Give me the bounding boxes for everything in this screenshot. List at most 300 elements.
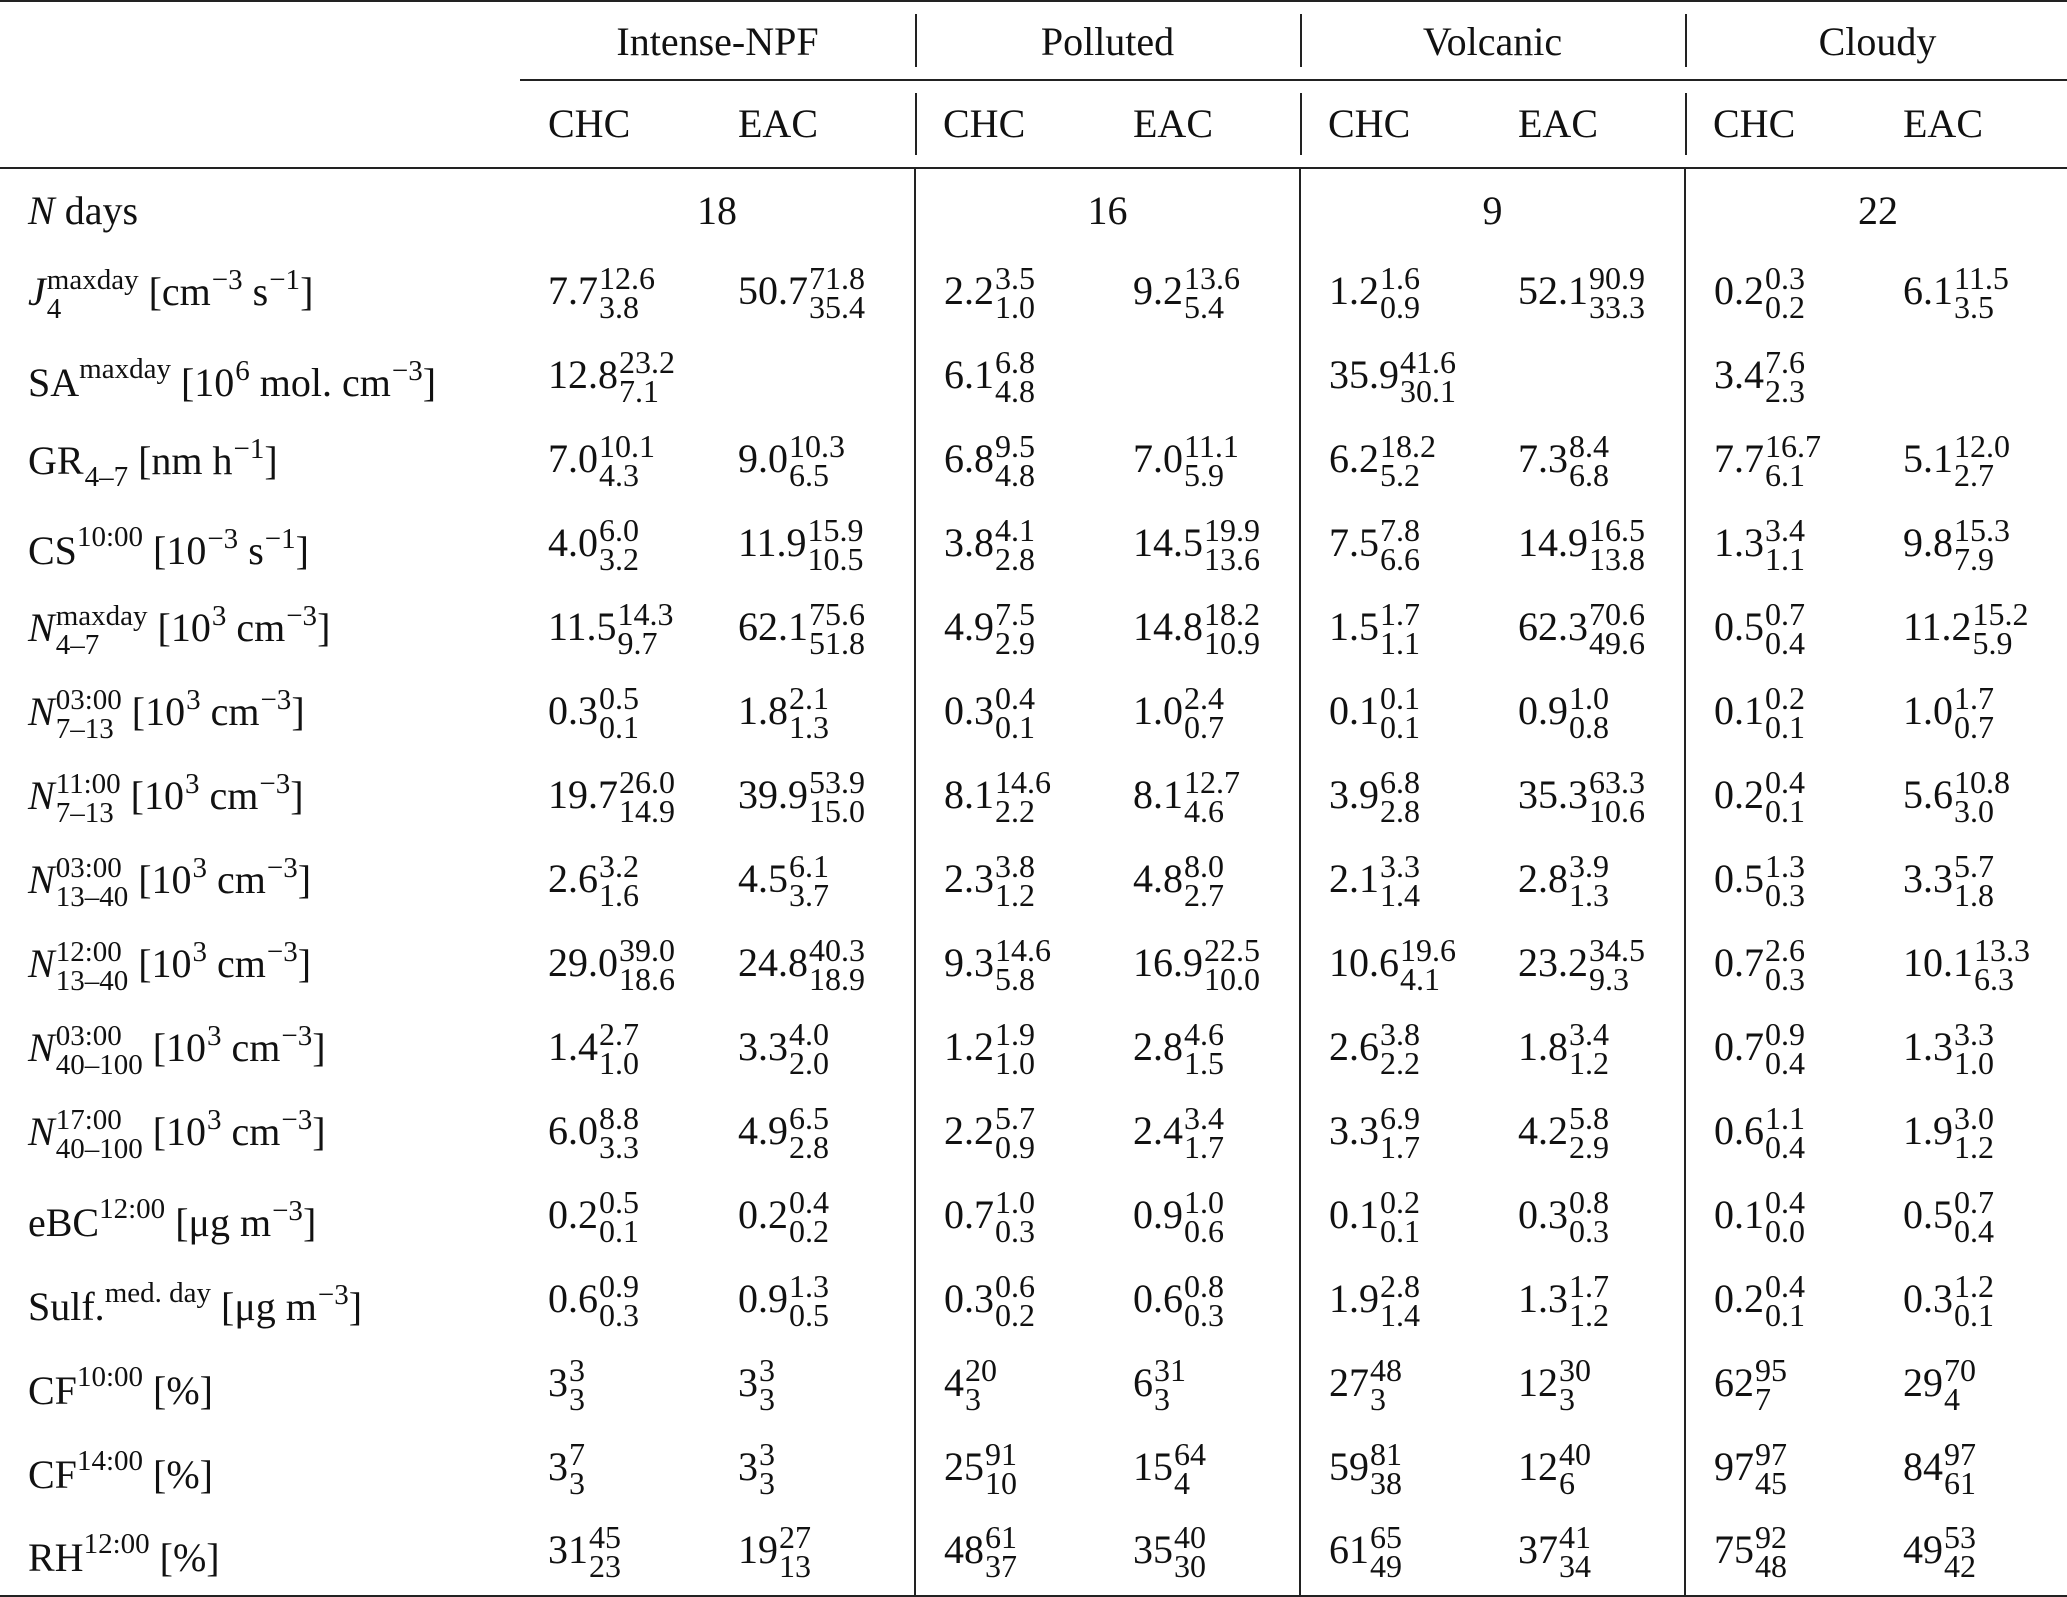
table-cell — [1300, 1177, 1490, 1261]
cell-upper-quartile: 3.8 — [1380, 1016, 1420, 1053]
table-cell — [1300, 1009, 1490, 1093]
parameter-unit-close: ] — [302, 1200, 317, 1245]
cell-upper-quartile: 1.7 — [1954, 680, 1994, 717]
table-cell — [710, 1009, 915, 1093]
cell-range — [599, 1016, 639, 1081]
table-cell — [1685, 1345, 1875, 1429]
cell-range — [1380, 428, 1436, 493]
table-cell — [1105, 1261, 1300, 1345]
table-cell — [915, 757, 1105, 841]
parameter-unit: [10 — [153, 528, 207, 573]
table-cell — [1875, 421, 2067, 505]
parameter-symbol: N — [28, 1108, 55, 1154]
parameter-superscript: 12:00 — [55, 936, 122, 969]
cell-lower-quartile: 0.3 — [1765, 961, 1805, 997]
cell-median: 0.1 — [1714, 1192, 1764, 1238]
cell-lower-quartile: 6.5 — [789, 457, 829, 493]
cell-upper-quartile: 0.4 — [995, 680, 1035, 717]
table-row — [0, 1177, 2067, 1261]
cell-range — [599, 1100, 639, 1165]
cell-upper-quartile: 3.2 — [599, 848, 639, 885]
cell-range — [1589, 596, 1645, 661]
cell-upper-quartile: 40 — [1559, 1436, 1591, 1473]
table-cell — [1490, 925, 1685, 1009]
parameter-subscript: 13–40 — [55, 965, 129, 998]
cell-upper-quartile: 3 — [569, 1352, 585, 1389]
cell-range — [1380, 848, 1420, 913]
table-cell — [1105, 1345, 1300, 1429]
cell-lower-quartile: 10.0 — [1204, 961, 1260, 997]
group-header-cloudy: Cloudy — [1685, 1, 2067, 80]
parameter-unit-close: ] — [297, 940, 312, 986]
cell-median: 9.8 — [1903, 520, 1953, 566]
parameter-unit-close: ] — [312, 1024, 326, 1070]
cell-upper-quartile: 1.6 — [1380, 260, 1420, 297]
cell-upper-quartile: 3.4 — [1184, 1100, 1224, 1137]
cell-median: 0.1 — [1714, 688, 1764, 734]
parameter-superscript: 03:00 — [55, 852, 122, 885]
cell-range — [995, 848, 1035, 913]
cell-lower-quartile: 1.0 — [995, 289, 1035, 325]
cell-upper-quartile: 0.2 — [1380, 1184, 1420, 1221]
cell-lower-quartile: 1.5 — [1184, 1045, 1224, 1081]
parameter-unit: [%] — [159, 1535, 220, 1580]
cell-range — [619, 764, 675, 829]
cell-lower-quartile: 51.8 — [809, 625, 865, 661]
table-cell — [1300, 673, 1490, 757]
cell-lower-quartile: 1.2 — [1954, 1129, 1994, 1165]
table-cell — [1105, 1429, 1300, 1513]
cell-upper-quartile: 10.1 — [599, 428, 655, 465]
cell-lower-quartile: 5.8 — [995, 961, 1035, 997]
cell-median: 2.2 — [944, 268, 994, 314]
cell-upper-quartile: 7.5 — [995, 596, 1035, 633]
cell-upper-quartile: 7.8 — [1380, 512, 1420, 549]
cell-median: 0.7 — [1714, 1024, 1764, 1070]
cell-upper-quartile: 14.3 — [617, 596, 674, 633]
cell-range — [1569, 428, 1609, 493]
table-cell — [1685, 1009, 1875, 1093]
cell-median: 25 — [944, 1444, 984, 1490]
cell-upper-quartile: 70 — [1944, 1352, 1976, 1389]
table-cell — [1300, 337, 1490, 421]
parameter-unit: [10 — [131, 688, 186, 734]
table-cell — [520, 505, 710, 589]
table-cell — [710, 925, 915, 1009]
cell-lower-quartile: 6.6 — [1380, 541, 1420, 577]
cell-upper-quartile: 2.4 — [1184, 680, 1224, 717]
table-cell — [915, 1513, 1105, 1596]
cell-range — [995, 1268, 1035, 1333]
cell-median: 12.8 — [548, 352, 618, 398]
cell-lower-quartile: 49.6 — [1589, 625, 1645, 661]
cell-range — [779, 1519, 811, 1584]
cell-lower-quartile: 0.2 — [995, 1297, 1035, 1333]
cell-upper-quartile: 71.8 — [809, 260, 865, 297]
table-row — [0, 505, 2067, 589]
table-cell — [520, 589, 710, 673]
cell-upper-quartile: 3.9 — [1569, 848, 1609, 885]
cell-upper-quartile: 0.9 — [1765, 1016, 1805, 1053]
cell-median: 35.3 — [1518, 772, 1588, 818]
cell-lower-quartile: 5.9 — [1972, 625, 2013, 661]
cell-range — [995, 1100, 1035, 1165]
cell-lower-quartile: 37 — [985, 1548, 1017, 1584]
table-cell — [915, 1345, 1105, 1429]
cell-lower-quartile: 5.2 — [1380, 457, 1420, 493]
cell-upper-quartile: 10.3 — [789, 428, 845, 465]
cell-upper-quartile: 0.4 — [789, 1184, 829, 1221]
cell-range — [1380, 512, 1420, 577]
cell-range — [789, 428, 845, 493]
cell-lower-quartile: 1.8 — [1954, 877, 1994, 913]
parameter-unit: [%] — [153, 1452, 213, 1497]
cell-median: 3.3 — [738, 1024, 788, 1070]
cell-range — [1569, 680, 1609, 745]
cell-median: 1.4 — [548, 1024, 598, 1070]
cell-range — [599, 512, 639, 577]
cell-lower-quartile: 0.5 — [789, 1297, 829, 1333]
cell-range — [1380, 1268, 1420, 1333]
parameter-unit-close: ] — [312, 1108, 326, 1154]
cell-lower-quartile: 15.0 — [809, 793, 865, 829]
cell-lower-quartile: 2.8 — [995, 541, 1035, 577]
cell-upper-quartile: 97 — [1755, 1436, 1787, 1473]
station-header-eac: EAC — [1490, 80, 1685, 168]
cell-range — [1380, 680, 1420, 745]
cell-upper-quartile: 12.7 — [1184, 764, 1240, 801]
cell-median: 5.1 — [1903, 436, 1953, 482]
cell-median: 1.9 — [1903, 1108, 1953, 1154]
cell-lower-quartile: 7 — [1755, 1381, 1771, 1417]
cell-median: 0.2 — [1714, 268, 1764, 314]
cell-range — [789, 1268, 829, 1333]
cell-lower-quartile: 49 — [1370, 1548, 1402, 1584]
cell-median: 3.4 — [1714, 352, 1764, 398]
cell-range — [1954, 848, 1994, 913]
parameter-label — [0, 1093, 520, 1177]
cell-lower-quartile: 61 — [1944, 1465, 1976, 1501]
table-cell — [710, 589, 915, 673]
parameter-symbol: eBC — [28, 1200, 100, 1245]
cell-lower-quartile: 10.5 — [807, 541, 864, 577]
cell-median: 6.2 — [1329, 436, 1379, 482]
group-header-intense-npf: Intense-NPF — [520, 1, 915, 80]
table-cell — [1105, 505, 1300, 589]
cell-median: 14.5 — [1133, 520, 1203, 566]
parameter-symbol: SA — [28, 360, 80, 405]
table-cell — [1685, 1093, 1875, 1177]
table-cell — [915, 505, 1105, 589]
cell-range — [1380, 596, 1420, 661]
table-cell — [1875, 1093, 2067, 1177]
cell-median: 23.2 — [1518, 940, 1588, 986]
cell-median: 7.7 — [548, 268, 598, 314]
parameter-label — [0, 1177, 520, 1261]
cell-range — [1174, 1436, 1206, 1501]
cell-median: 97 — [1714, 1444, 1754, 1490]
cell-range — [599, 680, 639, 745]
table-cell — [915, 841, 1105, 925]
cell-range — [1204, 932, 1260, 997]
cell-median: 1.3 — [1518, 1276, 1568, 1322]
cell-range — [809, 596, 865, 661]
cell-upper-quartile: 3.3 — [1954, 1016, 1994, 1053]
cell-upper-quartile: 75.6 — [809, 596, 865, 633]
cell-lower-quartile: 0.1 — [1954, 1297, 1994, 1333]
parameter-subscript: 40–100 — [55, 1133, 143, 1166]
cell-lower-quartile: 14.9 — [619, 793, 675, 829]
cell-range — [1954, 680, 1994, 745]
cell-upper-quartile: 2.8 — [1380, 1268, 1420, 1305]
cell-lower-quartile: 0.3 — [1569, 1213, 1609, 1249]
table-cell — [520, 1345, 710, 1429]
parameter-unit: [10 — [138, 856, 192, 902]
cell-lower-quartile: 4.3 — [599, 457, 639, 493]
parameter-unit-exponent: −3 — [260, 683, 292, 716]
cell-lower-quartile: 13.8 — [1589, 541, 1645, 577]
parameter-scripts — [56, 602, 148, 660]
table-cell — [1685, 925, 1875, 1009]
parameter-subscript: 4–7 — [55, 629, 100, 662]
cell-median: 84 — [1903, 1444, 1943, 1490]
table-cell — [1490, 673, 1685, 757]
cell-range — [1755, 1436, 1787, 1501]
table-cell — [1875, 337, 2067, 421]
cell-range — [1380, 1016, 1420, 1081]
cell-upper-quartile: 61 — [985, 1519, 1017, 1556]
table-cell — [710, 1093, 915, 1177]
cell-median: 10.6 — [1329, 940, 1399, 986]
table-cell — [520, 1261, 710, 1345]
cell-median: 7.0 — [1133, 436, 1183, 482]
table-row — [0, 1513, 2067, 1596]
cell-range — [1954, 512, 2010, 577]
parameter-label — [0, 1429, 520, 1513]
parameter-unit: [10 — [130, 772, 184, 818]
cell-upper-quartile: 30 — [1559, 1352, 1591, 1389]
cell-upper-quartile: 3.3 — [1380, 848, 1420, 885]
parameter-unit-close: ] — [297, 856, 312, 902]
cell-lower-quartile: 1.1 — [1380, 625, 1420, 661]
table-row — [0, 589, 2067, 673]
cell-upper-quartile: 8.0 — [1184, 848, 1224, 885]
parameter-unit-exponent: −3 — [286, 599, 318, 632]
cell-median: 0.3 — [548, 688, 598, 734]
parameter-label — [0, 337, 520, 421]
table-cell — [1105, 589, 1300, 673]
cell-range — [1569, 1100, 1609, 1165]
cell-median: 4.9 — [738, 1108, 788, 1154]
table-cell — [1685, 421, 1875, 505]
cell-median: 35.9 — [1329, 352, 1399, 398]
cell-upper-quartile: 16.7 — [1765, 428, 1821, 465]
cell-upper-quartile: 3.5 — [995, 260, 1035, 297]
table-cell — [1875, 925, 2067, 1009]
cell-upper-quartile: 7.6 — [1765, 344, 1805, 381]
cell-upper-quartile: 19.6 — [1400, 932, 1456, 969]
cell-lower-quartile: 4.6 — [1184, 793, 1224, 829]
table-cell — [520, 1513, 710, 1596]
cell-upper-quartile: 20 — [965, 1352, 997, 1389]
cell-upper-quartile: 0.5 — [599, 680, 639, 717]
parameter-unit-exponent: −1 — [264, 523, 296, 555]
cell-range — [995, 512, 1035, 577]
parameter-superscript: med. day — [104, 1277, 211, 1309]
cell-range — [1154, 1352, 1186, 1417]
table-row — [0, 421, 2067, 505]
cell-range — [599, 1184, 639, 1249]
parameter-unit-exponent: −3 — [317, 1279, 349, 1311]
cell-range — [1370, 1436, 1402, 1501]
table-cell — [520, 1093, 710, 1177]
cell-range — [1370, 1519, 1402, 1584]
cell-range — [1559, 1519, 1591, 1584]
table-cell — [1490, 1261, 1685, 1345]
cell-median: 35 — [1133, 1527, 1173, 1573]
cell-median: 7.3 — [1518, 436, 1568, 482]
cell-range — [1380, 260, 1420, 325]
parameter-scripts — [56, 770, 121, 828]
group-header-volcanic: Volcanic — [1300, 1, 1685, 80]
cell-lower-quartile: 1.2 — [1569, 1297, 1609, 1333]
parameter-unit-exponent: −1 — [269, 263, 301, 296]
days-count-cloudy: 22 — [1685, 168, 2067, 253]
cell-median: 52.1 — [1518, 268, 1588, 314]
table-cell — [1490, 1177, 1685, 1261]
table-row — [0, 1429, 2067, 1513]
cell-lower-quartile: 2.8 — [1380, 793, 1420, 829]
parameter-label — [0, 1009, 520, 1093]
table-cell — [1300, 505, 1490, 589]
parameter-subscript: 40–100 — [55, 1049, 143, 1082]
cell-lower-quartile: 2.8 — [789, 1129, 829, 1165]
table-cell — [710, 757, 915, 841]
header-blank — [0, 1, 520, 80]
parameter-unit: [10 — [180, 360, 235, 405]
cell-range — [1765, 344, 1805, 409]
cell-upper-quartile: 0.8 — [1569, 1184, 1609, 1221]
cell-lower-quartile: 0.1 — [1765, 1297, 1805, 1333]
table-cell — [1685, 253, 1875, 337]
cell-median: 10.1 — [1903, 940, 1973, 986]
parameter-unit-part: mol. cm — [249, 360, 391, 405]
table-cell — [1685, 1261, 1875, 1345]
table-cell — [1875, 673, 2067, 757]
cell-range — [1370, 1352, 1402, 1417]
parameter-subscript: 13–40 — [55, 881, 129, 914]
cell-range — [1765, 764, 1805, 829]
cell-lower-quartile: 0.2 — [789, 1213, 829, 1249]
cell-upper-quartile: 3.8 — [995, 848, 1035, 885]
cell-lower-quartile: 34 — [1559, 1548, 1591, 1584]
cell-median: 29 — [1903, 1360, 1943, 1406]
cell-lower-quartile: 3.3 — [599, 1129, 639, 1165]
table-cell — [710, 1345, 915, 1429]
cell-median: 50.7 — [738, 268, 808, 314]
days-count-intense-npf: 18 — [697, 188, 737, 233]
cell-median: 1.0 — [1133, 688, 1183, 734]
table-cell — [915, 1009, 1105, 1093]
cell-range — [789, 1016, 829, 1081]
cell-median: 6 — [1133, 1360, 1153, 1406]
cell-lower-quartile: 0.1 — [1380, 709, 1420, 745]
table-cell — [1875, 505, 2067, 589]
cell-upper-quartile: 91 — [985, 1436, 1017, 1473]
cell-range — [995, 260, 1035, 325]
cell-lower-quartile: 3 — [1559, 1381, 1575, 1417]
station-header-chc: CHC — [1300, 80, 1490, 168]
cell-range — [809, 260, 865, 325]
cell-upper-quartile: 12.0 — [1954, 428, 2010, 465]
cell-upper-quartile: 14.6 — [995, 932, 1051, 969]
cell-upper-quartile: 70.6 — [1589, 596, 1645, 633]
parameter-symbol: Sulf. — [28, 1284, 105, 1329]
cell-lower-quartile: 7.9 — [1954, 541, 1994, 577]
parameter-unit: [μg m — [221, 1284, 317, 1329]
table-cell — [1685, 337, 1875, 421]
parameter-unit-part: cm — [221, 1024, 281, 1070]
cell-median: 3 — [548, 1360, 568, 1406]
cell-upper-quartile: 5.8 — [1569, 1100, 1609, 1137]
cell-lower-quartile: 48 — [1755, 1548, 1787, 1584]
station-header-row — [0, 80, 2067, 168]
cell-upper-quartile: 0.5 — [599, 1184, 639, 1221]
parameter-label — [0, 1513, 520, 1596]
cell-lower-quartile: 2.0 — [789, 1045, 829, 1081]
group-header-polluted: Polluted — [915, 1, 1300, 80]
cell-upper-quartile: 16.5 — [1589, 512, 1645, 549]
cell-median: 0.2 — [738, 1192, 788, 1238]
cell-upper-quartile: 0.4 — [1765, 1268, 1805, 1305]
cell-median: 0.3 — [944, 688, 994, 734]
cell-upper-quartile: 14.6 — [995, 764, 1051, 801]
cell-range — [1944, 1519, 1976, 1584]
parameter-unit-part: cm — [226, 604, 286, 650]
cell-lower-quartile: 3 — [1370, 1381, 1386, 1417]
table-cell — [1685, 1513, 1875, 1596]
cell-upper-quartile: 11.1 — [1184, 428, 1239, 465]
cell-range — [1765, 428, 1821, 493]
parameter-unit-exponent: −3 — [259, 767, 291, 800]
cell-range — [1765, 260, 1805, 325]
table-cell — [1685, 589, 1875, 673]
cell-range — [569, 1436, 585, 1501]
table-cell — [1105, 253, 1300, 337]
parameter-superscript: 03:00 — [55, 684, 122, 717]
cell-median: 3.3 — [1903, 856, 1953, 902]
cell-upper-quartile: 1.3 — [789, 1268, 829, 1305]
table-cell — [1300, 421, 1490, 505]
cell-upper-quartile: 13.3 — [1974, 932, 2030, 969]
parameter-unit-close: ] — [422, 360, 437, 405]
cell-range — [1755, 1352, 1787, 1417]
parameter-symbol: N — [28, 940, 55, 986]
parameter-unit-exponent: 3 — [186, 683, 201, 716]
cell-range — [589, 1519, 621, 1584]
cell-median: 7.0 — [548, 436, 598, 482]
cell-median: 4.2 — [1518, 1108, 1568, 1154]
cell-median: 0.6 — [1714, 1108, 1764, 1154]
cell-median: 2.1 — [1329, 856, 1379, 902]
parameter-superscript: 12:00 — [99, 1193, 166, 1225]
cell-lower-quartile: 10 — [985, 1465, 1017, 1501]
cell-range — [1765, 848, 1805, 913]
parameter-unit-exponent: −3 — [266, 851, 298, 884]
cell-lower-quartile: 2.2 — [995, 793, 1035, 829]
cell-median: 15 — [1133, 1444, 1173, 1490]
table-cell — [1875, 1261, 2067, 1345]
